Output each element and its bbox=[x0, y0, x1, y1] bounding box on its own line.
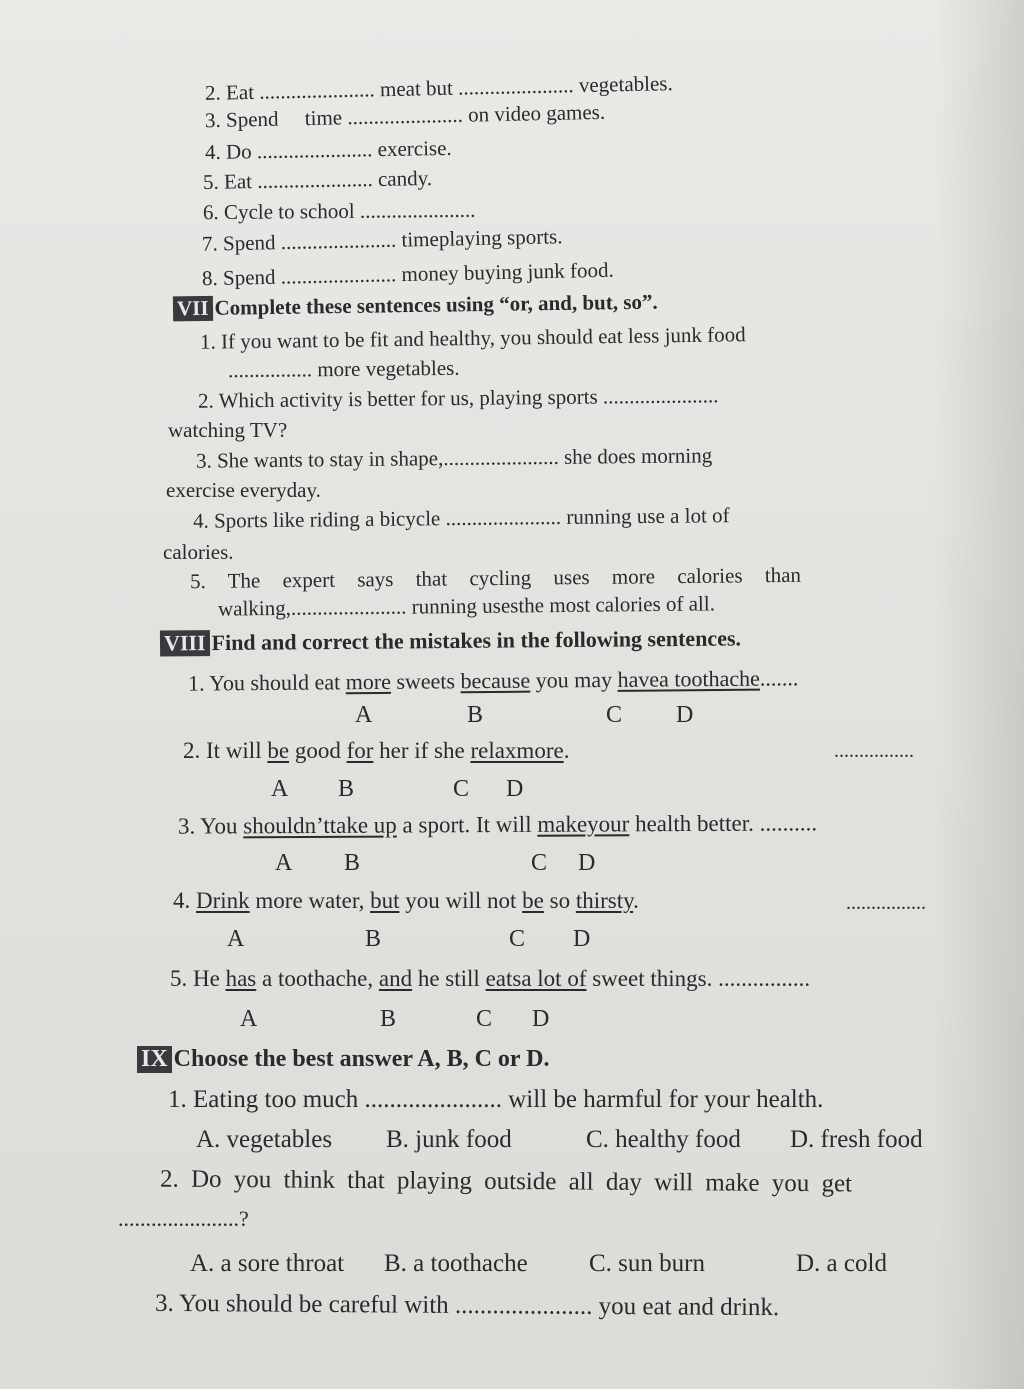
s7-line: exercise everyday. bbox=[166, 478, 321, 502]
worksheet-page: 2. Eat ...................... meat but ...................... vegetables. 3. Spend time ...................... on video games. 4. Do ...................... exercise. 5. Eat ...................... candy. 6. Cycle to school ...................... 7. Spend ...................... timeplaying sports. 8. Spend ...................... money buying junk food. VII Complete these sentences using “or, and, but, so”. 1. If you want to be fit and healthy, you should eat less junk food ................ more vegetables. 2. Which activity is better for us, playing sports ...................... watching TV? 3. She wants to stay in shape,...................... she does morning exercise everyday. 4. Sports like riding a bicycle ...................... running use a lot of calories. 5. The expert says that cycling uses more calories than walking,...................... running usesthe most calories of all. VIII Find and correct the mistakes in the following sentences. 1. You should eat more sweets because you may havea toothache....... A B C D 2. It will be good for her if she relaxmore. ................ A B C D 3. You shouldn’ttake up a sport. It will makeyour health better. .......... A B C D 4. Drink more water, but you will not be so thirsty. ................ A B C D 5. He has a toothache, and he still eatsa lot of sweet things. ................ A B C D IX Choose the best answer A, B, C or D. 1. Eating too much ...................... will be harmful for your health. A. vegetables B. junk food C. healthy food D. fresh food 2. Do you think that playing outside all day will make you get ......................? A. a sore throat B. a toothache C. sun burn D. a cold 3. You should be careful with ...................... you eat and drink. bbox=[0, 0, 1024, 1389]
s6-item-6: 6. Cycle to school ...................... bbox=[202, 197, 476, 225]
section-8-heading bbox=[160, 625, 741, 656]
s7-line: calories. bbox=[163, 540, 234, 564]
section-7-badge: VII bbox=[173, 296, 213, 322]
s7-line: 5. The expert says that cycling uses more calories than bbox=[189, 562, 802, 594]
s8-item-1: 1. You should eat more sweets because you may havea toothache....... bbox=[187, 665, 799, 696]
s8-item-2-answer-blank: ................ bbox=[834, 740, 914, 762]
section-9-title: Choose the best answer A, B, C or D. bbox=[173, 1046, 550, 1072]
s8-item-3: 3. You shouldn’ttake up a sport. It will makeyour health better. .......... bbox=[177, 810, 818, 839]
s6-item-3: 3. Spend time ...................... on video games. bbox=[204, 99, 606, 133]
section-7-heading bbox=[173, 290, 658, 322]
section-8-title: Find and correct the mistakes in the following sentences. bbox=[211, 625, 742, 656]
s8-item-4-answer-blank: ................ bbox=[846, 892, 926, 914]
s7-line: 1. If you want to be fit and healthy, you should eat less junk food bbox=[199, 322, 746, 354]
section-8-badge: VIII bbox=[160, 630, 210, 656]
s9-q1: 1. Eating too much ...................... will be harmful for your health. bbox=[168, 1086, 824, 1113]
s7-line: walking,...................... running usesthe most calories of all. bbox=[217, 591, 716, 621]
s9-q2-line2: ......................? bbox=[118, 1206, 249, 1231]
s8-item-4: 4. Drink more water, but you will not be so thirsty. bbox=[173, 888, 639, 913]
s6-item-4: 4. Do ...................... exercise. bbox=[204, 135, 452, 165]
section-9-heading bbox=[137, 1046, 549, 1073]
s6-item-2: 2. Eat ...................... meat but ...................... vegetables. bbox=[204, 71, 673, 105]
s7-line: 4. Sports like riding a bicycle ...................... running use a lot of bbox=[192, 503, 730, 533]
s9-q2-line1: 2. Do you think that playing outside all day will make you get bbox=[159, 1165, 853, 1198]
s6-item-8: 8. Spend ...................... money buying junk food. bbox=[201, 257, 615, 291]
s7-line: 2. Which activity is better for us, playing sports ...................... bbox=[197, 383, 719, 413]
s7-line: ................ more vegetables. bbox=[227, 355, 460, 383]
page-shadow-edge bbox=[934, 0, 1024, 1389]
s6-item-5: 5. Eat ...................... candy. bbox=[202, 166, 433, 194]
s7-line: 3. She wants to stay in shape,...................... she does morning bbox=[195, 443, 713, 473]
section-7-title: Complete these sentences using “or, and, but, so”. bbox=[214, 289, 658, 320]
section-9-badge: IX bbox=[137, 1046, 172, 1073]
s8-item-5: 5. He has a toothache, and he still eatsa lot of sweet things. ................ bbox=[170, 966, 811, 991]
s6-item-7: 7. Spend ...................... timeplaying sports. bbox=[201, 224, 563, 256]
s7-line: watching TV? bbox=[168, 418, 288, 442]
s8-item-2: 2. It will be good for her if she relaxmore. bbox=[183, 738, 570, 763]
s9-q3: 3. You should be careful with ...................... you eat and drink. bbox=[154, 1289, 780, 1322]
